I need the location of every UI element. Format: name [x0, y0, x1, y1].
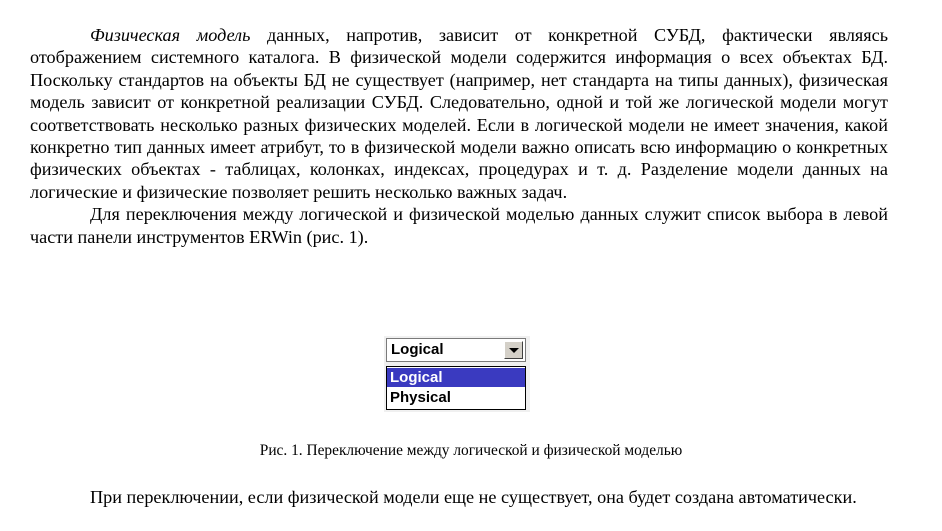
model-select-dropdown-list	[386, 366, 526, 410]
chevron-down-icon	[509, 348, 519, 353]
model-select-value: Logical	[391, 341, 444, 358]
option-logical[interactable]: Logical	[387, 368, 525, 387]
paragraph-physical-model-text: данных, напротив, зависит от конкретной СУБД, фактически являясь отображением системного каталога. В физической модели содержится информация о всех объектах БД. Поскольку стандартов на объекты БД не существует (например, нет стандарта на типы данных), физическая модель зависит от конкретной реализации СУБД. Следовательно, одной и той же логической модели могут соответствовать несколько разных физических моделей. Если в логической модели не имеет значения, какой конкретно тип данных имеет атрибут, то в физической модели важно описать всю информацию о конкретных физических объектах - таблицах, колонках, индексах, процедурах и т. д. Разделение модели данных на логические и физические позволяет решить несколько важных задач.	[30, 25, 888, 202]
term-physical-model: Физическая модель	[90, 25, 251, 45]
model-select-combobox[interactable]	[386, 338, 526, 362]
document-body	[30, 24, 888, 248]
option-physical[interactable]: Physical	[390, 389, 451, 406]
document-body-continued	[30, 486, 888, 508]
figure-model-selector	[384, 336, 530, 412]
paragraph-auto-create: При переключении, если физической модели еще не существует, она будет создана автоматически.	[90, 487, 857, 507]
paragraph-switching: Для переключения между логической и физической моделью данных служит список выбора в левой части панели инструментов ERWin (рис. 1).	[30, 204, 888, 247]
paragraph-physical-model	[30, 24, 888, 203]
dropdown-button[interactable]	[504, 341, 523, 359]
figure-caption: Рис. 1. Переключение между логической и физической моделью	[259, 442, 683, 459]
